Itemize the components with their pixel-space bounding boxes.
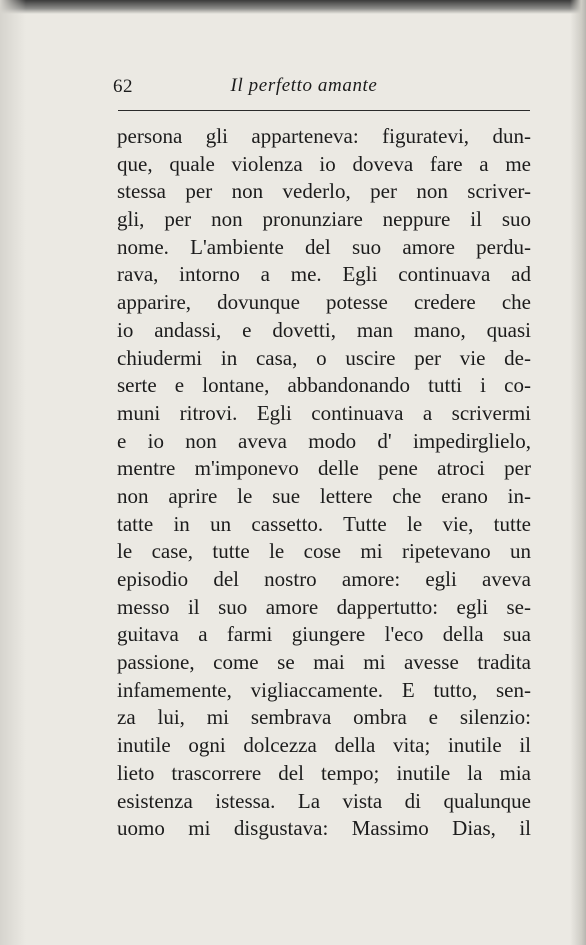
text-line: tatte in un cassetto. Tutte le vie, tutte: [117, 511, 531, 536]
text-line: nome. L'ambiente del suo amore perdu-: [117, 234, 531, 259]
text-line: apparire, dovunque potesse credere che: [117, 290, 531, 315]
text-line: uomo mi disgustava: Massimo Dias, il: [117, 816, 531, 841]
text-line: lieto trascorrere del tempo; inutile la mia: [117, 760, 531, 785]
text-line: stessa per non vederlo, per non scriver-: [117, 179, 531, 204]
text-line: messo il suo amore dappertutto: egli se-: [117, 594, 531, 619]
text-line: muni ritrovi. Egli continuava a scrivermi: [117, 400, 531, 425]
text-line: non aprire le sue lettere che erano in-: [117, 483, 531, 508]
page-number: 62: [113, 76, 133, 97]
text-line: guitava a farmi giungere l'eco della sua: [117, 622, 531, 647]
text-line: episodio del nostro amore: egli aveva: [117, 567, 531, 591]
text-line: inutile ogni dolcezza della vita; inutile il: [117, 733, 531, 758]
text-line: serte e lontane, abbandonando tutti i co-: [117, 373, 531, 398]
page-right-edge: [570, 0, 586, 945]
text-line: mentre m'imponevo delle pene atroci per: [117, 456, 531, 481]
text-line: chiudermi in casa, o uscire per vie de-: [117, 345, 531, 370]
page-left-shadow: [0, 0, 26, 945]
text-line: gli, per non pronunziare neppure il suo: [117, 207, 531, 232]
text-line: esistenza istessa. La vista di qualunque: [117, 788, 531, 813]
header-rule: [118, 110, 530, 111]
text-line: le case, tutte le cose mi ripetevano un: [117, 539, 531, 564]
text-line: persona gli apparteneva: figuratevi, dun-: [117, 124, 531, 148]
text-line: io andassi, e dovetti, man mano, quasi: [117, 317, 531, 342]
text-line: passione, come se mai mi avesse tradita: [117, 650, 531, 675]
text-line: que, quale violenza io doveva fare a me: [117, 151, 531, 176]
running-title: Il perfetto amante: [230, 75, 378, 96]
text-line: infamemente, vigliaccamente. E tutto, sen-: [117, 677, 531, 702]
text-line: rava, intorno a me. Egli continuava ad: [117, 262, 531, 287]
page-top-edge: [0, 0, 586, 14]
text-line: e io non aveva modo d' impedirglielo,: [117, 428, 531, 453]
text-line: za lui, mi sembrava ombra e silenzio:: [117, 705, 531, 730]
body-text: [117, 123, 531, 843]
